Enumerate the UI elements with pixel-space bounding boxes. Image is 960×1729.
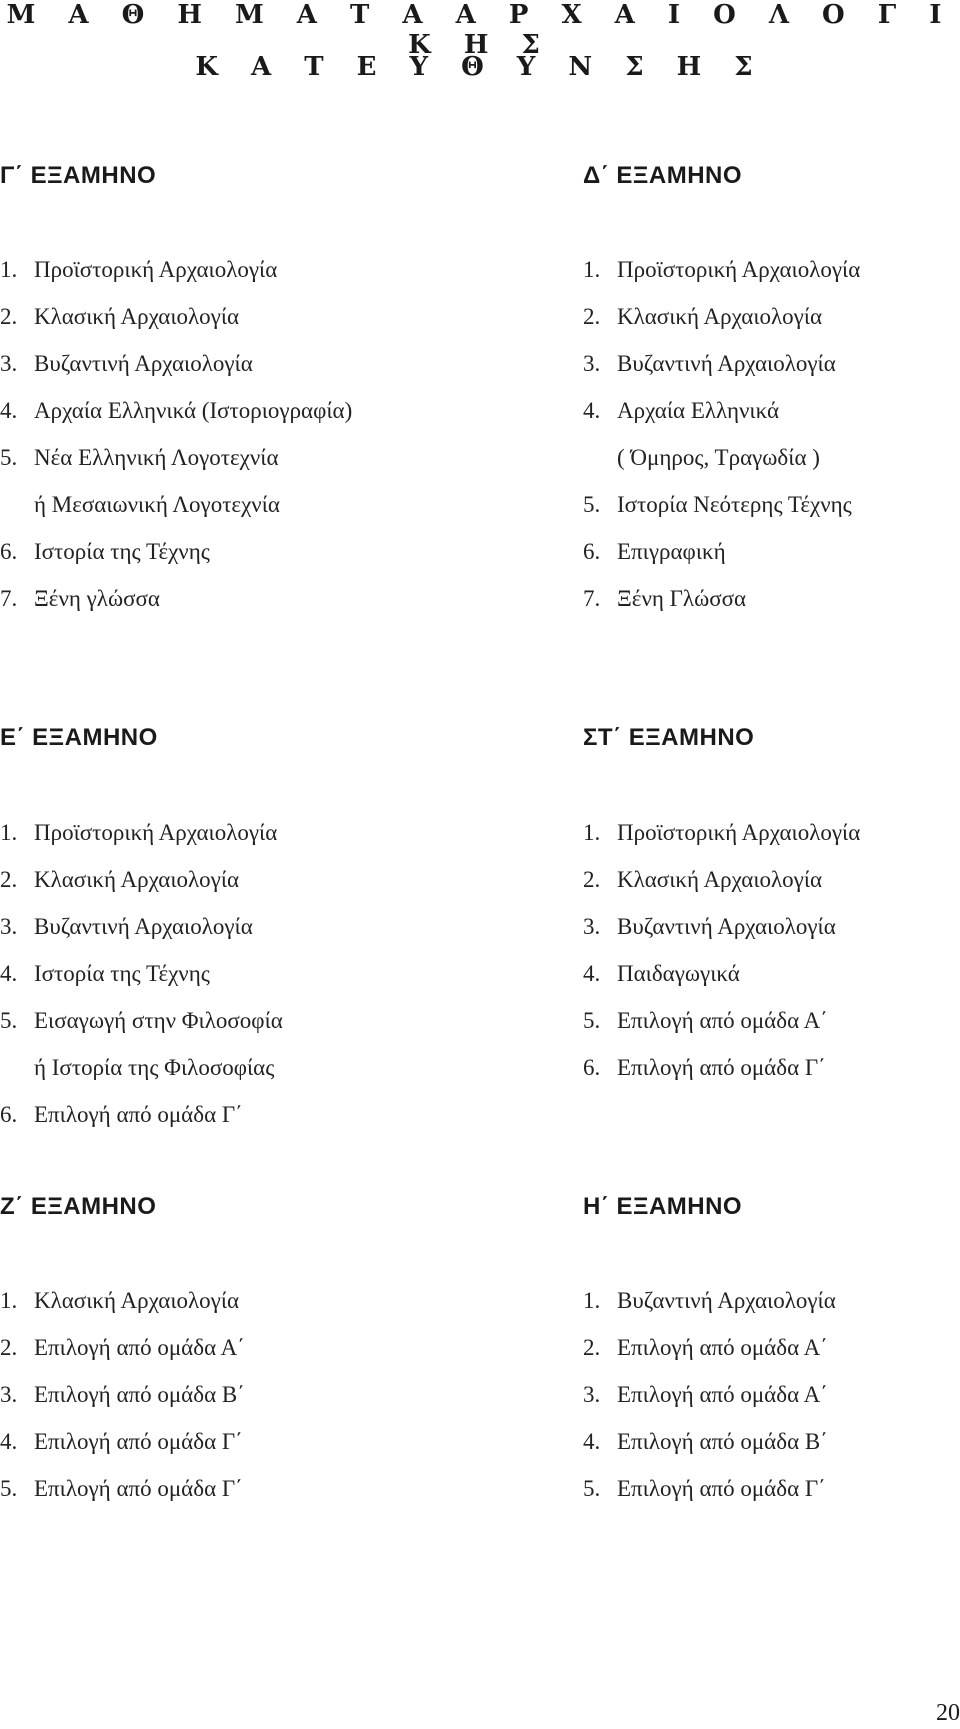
course-item <box>583 537 726 567</box>
page-number: 20 <box>936 1700 960 1726</box>
course-name: Ιστορία της Τέχνης <box>34 539 210 564</box>
course-item <box>583 490 852 520</box>
course-name: Επιλογή από ομάδα Β΄ <box>617 1429 828 1454</box>
course-name: Προϊστορική Αρχαιολογία <box>34 257 278 282</box>
course-item <box>0 584 160 614</box>
course-item <box>0 1006 283 1036</box>
course-name: Επιλογή από ομάδα Γ΄ <box>34 1476 243 1501</box>
course-number: 1. <box>0 257 18 282</box>
course-number: 3. <box>0 351 18 376</box>
course-item <box>0 1427 243 1457</box>
course-name: Κλασική Αρχαιολογία <box>617 304 823 329</box>
course-item <box>0 865 239 895</box>
course-number: 1. <box>0 820 18 845</box>
course-number: 5. <box>0 1476 18 1501</box>
course-name: Επιλογή από ομάδα Γ΄ <box>617 1055 826 1080</box>
course-item <box>583 1286 836 1316</box>
course-name: Ιστορία της Τέχνης <box>34 961 210 986</box>
course-item <box>583 255 860 285</box>
course-number: 6. <box>583 539 601 564</box>
course-number: 2. <box>0 304 18 329</box>
course-item <box>0 302 239 332</box>
course-number: 2. <box>0 867 18 892</box>
course-name: Ξένη Γλώσσα <box>617 586 747 611</box>
course-item <box>583 349 836 379</box>
course-name: Επιλογή από ομάδα Γ΄ <box>34 1429 243 1454</box>
course-name: Ιστορία Νεότερης Τέχνης <box>617 492 852 517</box>
course-name: Επιλογή από ομάδα Α΄ <box>617 1382 828 1407</box>
semester-heading-5: Ε΄ ΕΞΑΜΗΝΟ <box>0 724 158 751</box>
course-name: ή Ιστορία της Φιλοσοφίας <box>34 1055 275 1080</box>
course-number: 2. <box>583 304 601 329</box>
course-item <box>0 912 253 942</box>
course-item <box>583 584 746 614</box>
course-number: 2. <box>583 1335 601 1360</box>
course-item <box>583 1380 828 1410</box>
course-name: ή Μεσαιωνική Λογοτεχνία <box>34 492 280 517</box>
course-name: Βυζαντινή Αρχαιολογία <box>34 351 253 376</box>
course-name: Προϊστορική Αρχαιολογία <box>34 820 278 845</box>
course-number: 5. <box>583 1476 601 1501</box>
course-item <box>0 818 277 848</box>
course-number: 3. <box>0 914 18 939</box>
course-number: 5. <box>0 445 18 470</box>
course-number: 3. <box>583 351 601 376</box>
course-item <box>0 349 253 379</box>
course-number: 1. <box>583 1288 601 1313</box>
course-item <box>583 865 822 895</box>
course-name: Βυζαντινή Αρχαιολογία <box>617 1288 836 1313</box>
course-name: Νέα Ελληνική Λογοτεχνία <box>34 445 279 470</box>
course-number: 5. <box>0 1008 18 1033</box>
course-number: 1. <box>0 1288 18 1313</box>
course-number: 4. <box>0 1429 18 1454</box>
course-number: 2. <box>583 867 601 892</box>
course-number: 6. <box>0 1102 18 1127</box>
semester-heading-3: Γ΄ ΕΞΑΜΗΝΟ <box>0 162 157 189</box>
course-number: 5. <box>583 1008 601 1033</box>
course-name: Επιλογή από ομάδα Α΄ <box>617 1008 828 1033</box>
semester-heading-6: ΣΤ΄ ΕΞΑΜΗΝΟ <box>583 724 755 751</box>
course-number: 4. <box>0 398 18 423</box>
course-name: Βυζαντινή Αρχαιολογία <box>617 914 836 939</box>
course-item <box>583 443 820 473</box>
course-name: Επιλογή από ομάδα Γ΄ <box>617 1476 826 1501</box>
course-item <box>583 396 779 426</box>
course-item <box>583 1006 828 1036</box>
course-number: 7. <box>583 586 601 611</box>
course-item <box>583 302 822 332</box>
semester-heading-8: Η΄ ΕΞΑΜΗΝΟ <box>583 1193 743 1220</box>
course-item <box>583 818 860 848</box>
course-number: 2. <box>0 1335 18 1360</box>
course-number: 4. <box>583 398 601 423</box>
course-number: 3. <box>583 914 601 939</box>
course-name: Κλασική Αρχαιολογία <box>34 1288 240 1313</box>
course-name: Επιγραφική <box>617 539 726 564</box>
course-number: 7. <box>0 586 18 611</box>
course-item <box>583 1474 826 1504</box>
course-item <box>583 1053 826 1083</box>
course-name: Προϊστορική Αρχαιολογία <box>617 820 861 845</box>
course-name: Βυζαντινή Αρχαιολογία <box>617 351 836 376</box>
course-number: 4. <box>0 961 18 986</box>
course-number: 1. <box>583 820 601 845</box>
course-item <box>583 1427 828 1457</box>
course-item <box>0 1474 243 1504</box>
course-item <box>0 1100 243 1130</box>
course-item <box>0 255 277 285</box>
course-number: 3. <box>583 1382 601 1407</box>
course-item <box>0 443 279 473</box>
course-name: Βυζαντινή Αρχαιολογία <box>34 914 253 939</box>
course-name: Παιδαγωγικά <box>617 961 740 986</box>
course-item <box>0 537 210 567</box>
course-number: 5. <box>583 492 601 517</box>
course-name: Ξένη γλώσσα <box>34 586 160 611</box>
course-number: 3. <box>0 1382 18 1407</box>
course-item <box>0 1333 245 1363</box>
course-item <box>0 396 352 426</box>
semester-heading-4: Δ΄ ΕΞΑΜΗΝΟ <box>583 162 743 189</box>
course-name: Κλασική Αρχαιολογία <box>34 867 240 892</box>
course-name: Κλασική Αρχαιολογία <box>617 867 823 892</box>
course-item <box>583 959 740 989</box>
course-name: Επιλογή από ομάδα Α΄ <box>34 1335 245 1360</box>
course-item <box>0 959 210 989</box>
page-title: Μ Α Θ Η Μ Α Τ Α Α Ρ Χ Α Ι Ο Λ Ο Γ Ι Κ Η Σ <box>6 0 954 60</box>
course-name: Κλασική Αρχαιολογία <box>34 304 240 329</box>
course-item <box>0 1380 245 1410</box>
page-subtitle: Κ Α Τ Ε Υ Θ Υ Ν Σ Η Σ <box>195 52 765 82</box>
course-name: Προϊστορική Αρχαιολογία <box>617 257 861 282</box>
course-item <box>0 1286 239 1316</box>
course-number: 4. <box>583 1429 601 1454</box>
course-name: Αρχαία Ελληνικά <box>617 398 780 423</box>
course-number: 1. <box>583 257 601 282</box>
course-item <box>0 1053 274 1083</box>
course-number: 4. <box>583 961 601 986</box>
semester-heading-7: Ζ΄ ΕΞΑΜΗΝΟ <box>0 1193 157 1220</box>
course-name: Επιλογή από ομάδα Β΄ <box>34 1382 245 1407</box>
course-item <box>583 912 836 942</box>
course-number: 6. <box>0 539 18 564</box>
course-number: 6. <box>583 1055 601 1080</box>
course-name: Αρχαία Ελληνικά (Ιστοριογραφία) <box>34 398 353 423</box>
course-item <box>583 1333 828 1363</box>
course-name: Επιλογή από ομάδα Γ΄ <box>34 1102 243 1127</box>
course-name: Επιλογή από ομάδα Α΄ <box>617 1335 828 1360</box>
course-name: ( Όμηρος, Τραγωδία ) <box>617 445 820 470</box>
course-name: Εισαγωγή στην Φιλοσοφία <box>34 1008 283 1033</box>
course-item <box>0 490 280 520</box>
